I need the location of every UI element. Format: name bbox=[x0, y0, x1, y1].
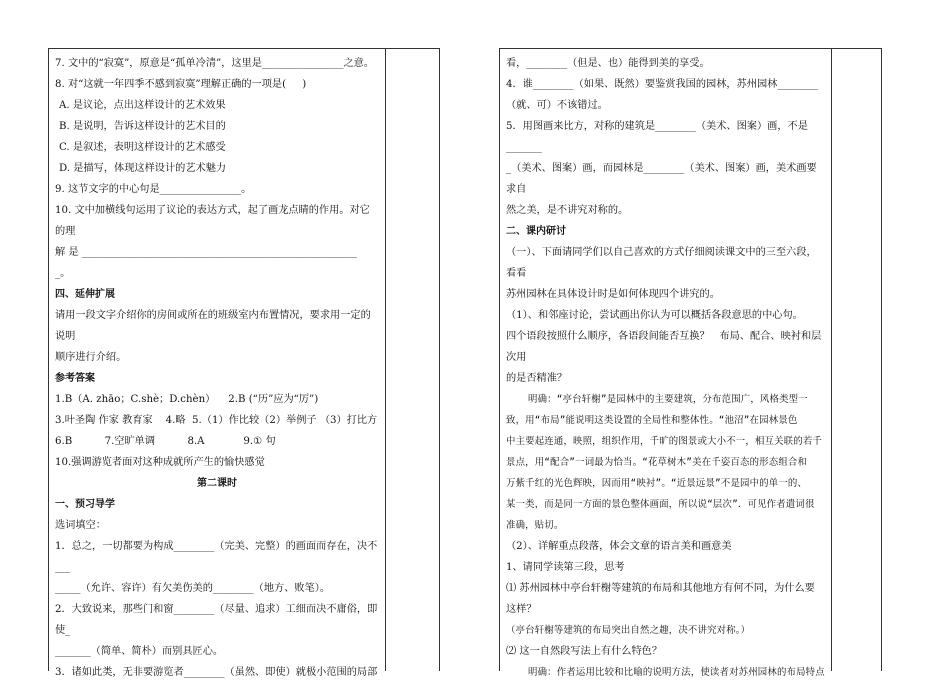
fill-in-instruction: 选词填空： bbox=[55, 520, 106, 531]
extension-prompt-line-1: 请用一段文字介绍你的房间或所在的班级室内布置情况，要求用一定的说明 bbox=[55, 310, 371, 342]
right-page-main-cell bbox=[499, 48, 832, 678]
fill-in-2-line-2: _______（简单、简朴）而别具匠心。 bbox=[55, 646, 224, 657]
option-d: D. 是描写，体现这样设计的艺术魅力 bbox=[59, 163, 227, 174]
left-page-content bbox=[55, 53, 379, 683]
answer-line-3: 6.B 7.空旷单调 8.A 9.① 句 bbox=[55, 436, 276, 447]
question-9: 9. 这节文字的中心句是________________。 bbox=[55, 184, 252, 195]
task-2-heading: （2）、详解重点段落，体会文章的语言美和画意美 bbox=[506, 541, 732, 552]
right-page-content bbox=[506, 53, 825, 683]
option-c: C. 是叙述，表明这样设计的艺术感受 bbox=[59, 142, 226, 153]
task-2-answer-1: （亭台轩榭等建筑的布局突出自然之趣，决不讲究对称。） bbox=[506, 625, 751, 636]
fill-in-3-line-1: 3．诸如此类，无非要游览者________（虽然、即使）就极小范围的局部 bbox=[55, 667, 378, 678]
clarification-line-4: 景点，用“配合”一词最为恰当。“花草树木”美在千姿百态的形态组合和 bbox=[506, 457, 808, 468]
task-1-line-2: 苏州园林在具体设计时是如何体现四个讲究的。 bbox=[506, 289, 720, 300]
answer-line-2: 3.叶圣陶 作家 教育家 4.略 5.（1）作比较（2）举例子 （3）打比方 bbox=[55, 415, 378, 426]
task-1-line-1: （一）、下面请同学们以自己喜欢的方式仔细阅读课文中的三至六段，看看 bbox=[506, 247, 817, 279]
right-page-margin-cell bbox=[830, 48, 882, 671]
task-1-question-line-2: 的是否精准？ bbox=[506, 373, 568, 384]
clarification-line-3: 中主要起连通，映照，组织作用，千旷的图景或大小不一，相互关联的若千 bbox=[506, 436, 822, 447]
task-1-sub-1: （1）、和邻座讨论，尝试画出你认为可以概括各段意思的中心句。 bbox=[506, 310, 803, 321]
answer-line-1: 1.B（A. zhāo；C.shè；D.chèn） 2.B (“历”应为“厉”) bbox=[55, 394, 319, 405]
answer-line-4: 10.强调游览者面对这种成就所产生的愉快感觉 bbox=[55, 457, 265, 468]
question-10-blank-end: _。 bbox=[55, 268, 71, 279]
clarification-line-5: 万紫千红的光色辉映，因而用“映衬”。“近景远景”不是园中的单一的、 bbox=[506, 478, 808, 489]
extension-prompt-line-2: 顺序进行介绍。 bbox=[55, 352, 127, 363]
clarification-line-1: 明确：“亭台轩榭”是园林中的主要建筑，分布范围广，风格类型一 bbox=[528, 394, 808, 405]
fill-in-3-line-2: 看，________（但是、也）能得到美的享受。 bbox=[506, 58, 710, 69]
option-a: A. 是议论，点出这样设计的艺术效果 bbox=[59, 100, 226, 111]
question-7: 7. 文中的“寂寞”，原意是“孤单冷清”，这里是________________之意。 bbox=[55, 58, 375, 69]
fill-in-5-line-3: 然之美，是不讲究对称的。 bbox=[506, 205, 629, 216]
fill-in-4-line-1: 4．谁________（如果、既然）要鉴赏我国的园林，苏州园林________ bbox=[506, 79, 819, 90]
section-heading-discussion: 二、课内研讨 bbox=[506, 226, 566, 237]
clarification-line-2: 致，用“布局”能说明这类设置的全局性和整体性。“池沼”在园林景色 bbox=[506, 415, 798, 426]
fill-in-1-line-2: _____（允许、容许）有欠美伤美的________（地方、败笔）。 bbox=[55, 583, 331, 594]
question-10: 10. 文中加横线句运用了议论的表达方式，起了画龙点睛的作用。对它的理 bbox=[55, 205, 370, 237]
section-heading-extension: 四、延伸扩展 bbox=[55, 289, 115, 300]
section-heading-preview: 一、预习导学 bbox=[55, 499, 115, 510]
lesson-2-title: 第二课时 bbox=[197, 478, 237, 489]
fill-in-2-line-1: 2．大致说来，那些门和窗________（尽量、追求）工细而决不庸俗，即使_ bbox=[55, 604, 378, 636]
task-2-question-1: ⑴ 苏州园林中亭台轩榭等建筑的布局和其他地方有何不同，为什么要这样？ bbox=[506, 583, 815, 615]
fill-in-5-line-1: 5．用图画来比方，对称的建筑是________（美术、图案）画，不是_______ bbox=[506, 121, 808, 153]
option-b: B. 是说明，告诉这样设计的艺术目的 bbox=[59, 121, 226, 132]
fill-in-1-line-1: 1．总之，一切都要为构成________（完美、完整）的画面而存在，决不___ bbox=[55, 541, 378, 573]
fill-in-4-line-2: （就、可）不该错过。 bbox=[506, 100, 608, 111]
question-8: 8. 对“这就一年四季不感到寂寞”理解正确的一项是( ) bbox=[55, 79, 307, 90]
reference-answers-heading: 参考答案 bbox=[55, 373, 95, 384]
fill-in-5-line-2: _（美术、图案）画，而园林是________（美术、图案）画，美术画要求自 bbox=[506, 163, 817, 195]
task-1-question-line-1: 四个语段按照什么顺序，各语段间能否互换？ 布局、配合、映衬和层次用 bbox=[506, 331, 822, 363]
clarification-line-6: 某一类，而是同一方面的景色整体画面，所以说“层次”．可见作者遣词很 bbox=[506, 499, 815, 510]
task-2-instruction: 1、请同学读第三段，思考 bbox=[506, 562, 625, 573]
task-2-question-2: ⑵ 这一自然段写法上有什么特色？ bbox=[506, 646, 663, 657]
question-10-blank: 解 是 ______________________________________________________ bbox=[55, 247, 357, 258]
left-page-margin-cell bbox=[384, 48, 440, 671]
task-2-answer-2: 明确：作者运用比较和比喻的说明方法，使读者对苏州园林的布局特点 bbox=[528, 667, 825, 678]
left-page-main-cell bbox=[48, 48, 386, 678]
clarification-line-7: 准确，贴切。 bbox=[506, 520, 564, 531]
